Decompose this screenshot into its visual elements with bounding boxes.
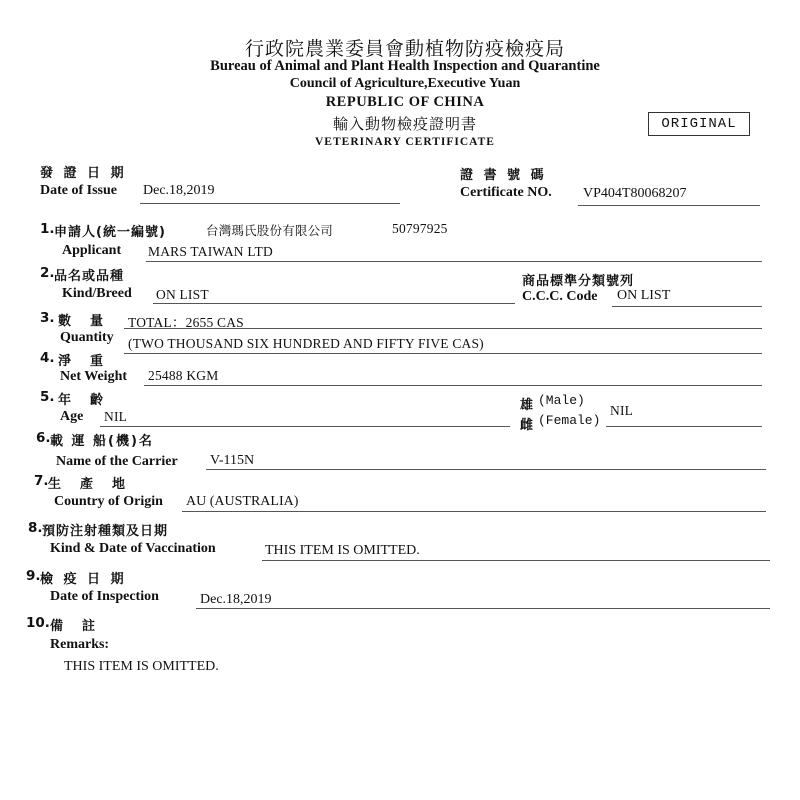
country-title: REPUBLIC OF CHINA — [325, 94, 485, 110]
ccc-code-label: C.C.C. Code — [522, 289, 598, 304]
field-number: 5. — [40, 389, 55, 405]
carrier-label: Name of the Carrier — [56, 454, 178, 469]
ccc-code-underline — [612, 306, 762, 307]
remarks-value: THIS ITEM IS OMITTED. — [64, 659, 219, 674]
remarks-label: Remarks: — [50, 637, 110, 652]
sex-value: NIL — [610, 403, 634, 418]
vaccination-underline — [262, 560, 770, 561]
field-number: 7. — [34, 473, 49, 489]
quantity-in-words: (TWO THOUSAND SIX HUNDRED AND FIFTY FIVE CAS) — [128, 336, 484, 351]
field-number: 1. — [40, 221, 55, 237]
certificate-no-label-zh: 證 書 號 碼 — [460, 168, 547, 183]
issue-date-label: Date of Issue — [40, 183, 117, 198]
field-number: 10. — [26, 615, 50, 631]
kind-underline — [153, 303, 515, 304]
kind-label: Kind/Breed — [62, 286, 132, 301]
agency-title-en: Bureau of Animal and Plant Health Inspection and Quarantine — [210, 58, 600, 74]
issue-date-value: Dec.18,2019 — [143, 183, 215, 198]
quantity-label-zh: 數 量 — [58, 314, 107, 329]
inspection-label: Date of Inspection — [50, 589, 159, 604]
origin-value: AU (AUSTRALIA) — [186, 494, 299, 509]
age-underline — [100, 426, 510, 427]
carrier-value: V-115N — [210, 453, 255, 468]
document-title-zh: 輸入動物檢疫證明書 — [332, 115, 477, 133]
ccc-code-value: ON LIST — [617, 288, 671, 303]
net-weight-value: 25488 KGM — [148, 368, 219, 383]
origin-label: Country of Origin — [54, 494, 163, 509]
quantity-total-underline — [124, 328, 762, 329]
carrier-underline — [206, 469, 766, 470]
inspection-value: Dec.18,2019 — [200, 592, 272, 607]
female-label-zh: 雌 — [520, 418, 534, 433]
field-number: 2. — [40, 265, 55, 281]
certificate-no-value: VP404T80068207 — [583, 186, 687, 201]
applicant-id: 50797925 — [392, 221, 448, 236]
origin-label-zh: 生 產 地 — [48, 477, 129, 492]
origin-underline — [182, 511, 766, 512]
kind-label-zh: 品名或品種 — [54, 269, 125, 284]
agency-title-zh: 行政院農業委員會動植物防疫檢疫局 — [244, 38, 565, 60]
quantity-label: Quantity — [60, 330, 114, 345]
female-label: (Female) — [538, 413, 601, 428]
net-weight-label-zh: 淨 重 — [58, 354, 107, 369]
field-number: 4. — [40, 350, 55, 366]
applicant-underline — [146, 261, 762, 262]
carrier-label-zh: 載 運 船(機)名 — [50, 434, 154, 449]
sex-underline — [606, 426, 762, 427]
vaccination-label-zh: 預防注射種類及日期 — [42, 524, 169, 539]
applicant-value: MARS TAIWAN LTD — [148, 244, 273, 259]
age-label: Age — [60, 409, 84, 424]
council-title: Council of Agriculture,Executive Yuan — [289, 76, 521, 91]
inspection-underline — [196, 608, 770, 609]
issue-date-label-zh: 發 證 日 期 — [40, 166, 127, 181]
age-value: NIL — [104, 409, 128, 424]
applicant-label-zh: 申請人(統一編號) — [54, 225, 166, 240]
applicant-name-zh: 台灣瑪氏股份有限公司 — [206, 223, 334, 238]
document-title-en: VETERINARY CERTIFICATE — [315, 136, 495, 148]
male-label: (Male) — [538, 393, 585, 408]
ccc-code-label-zh: 商品標準分類號列 — [522, 274, 635, 289]
vaccination-label: Kind & Date of Vaccination — [50, 541, 216, 556]
net-weight-underline — [144, 385, 762, 386]
applicant-label: Applicant — [62, 243, 122, 258]
inspection-label-zh: 檢 疫 日 期 — [40, 572, 127, 587]
certificate-no-underline — [578, 205, 760, 206]
field-number: 8. — [28, 520, 43, 536]
kind-value: ON LIST — [156, 287, 209, 302]
field-number: 9. — [26, 568, 41, 584]
male-label-zh: 雄 — [520, 398, 534, 413]
remarks-label-zh: 備 註 — [50, 619, 99, 634]
original-stamp: ORIGINAL — [648, 112, 750, 136]
net-weight-label: Net Weight — [60, 369, 128, 384]
age-label-zh: 年 齡 — [58, 393, 107, 408]
issue-date-underline — [140, 203, 400, 204]
vaccination-value: THIS ITEM IS OMITTED. — [265, 543, 420, 558]
quantity-words-underline — [124, 353, 762, 354]
quantity-total: TOTAL：2655 CAS — [128, 315, 244, 330]
field-number: 6. — [36, 430, 51, 446]
certificate-no-label: Certificate NO. — [460, 185, 552, 200]
field-number: 3. — [40, 310, 55, 326]
